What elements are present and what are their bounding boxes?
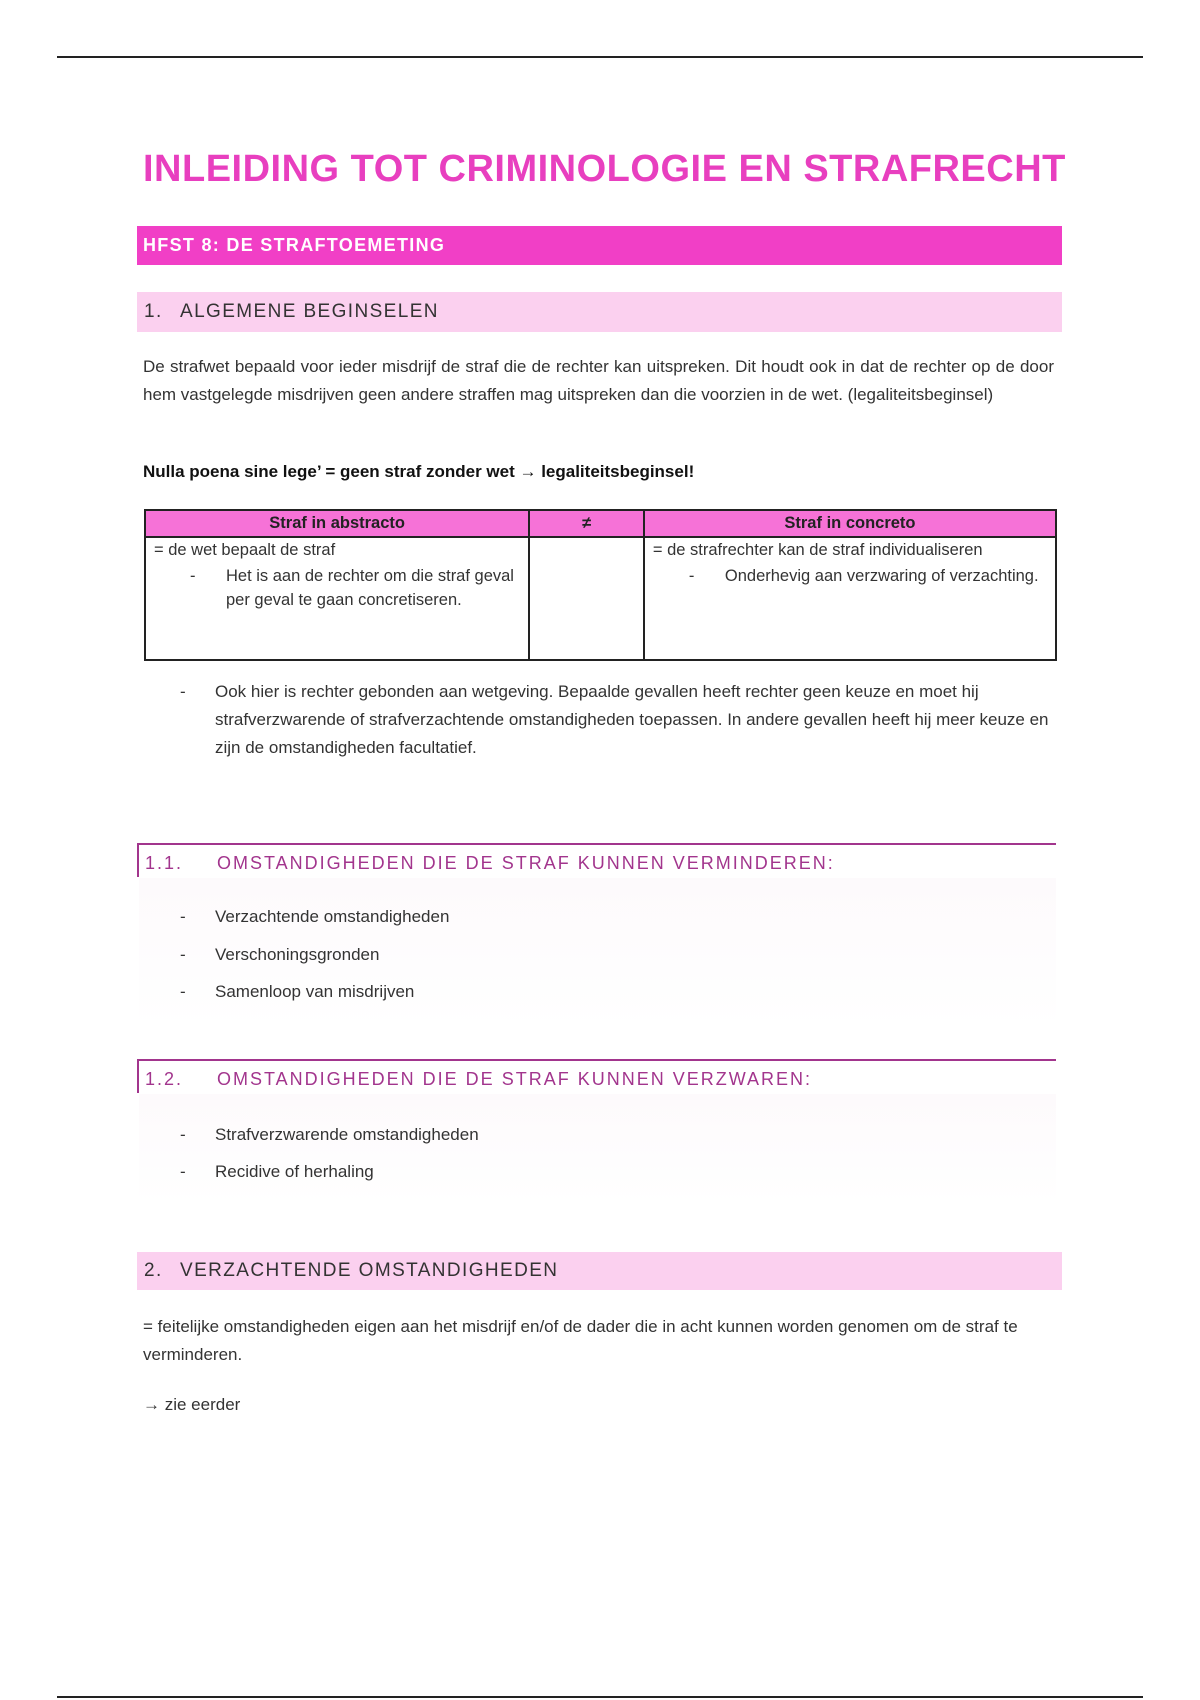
cell-empty — [529, 537, 644, 660]
dash-marker: - — [190, 567, 196, 585]
comparison-table — [144, 509, 1057, 661]
aggravate-list — [180, 1117, 1060, 1190]
subsection-title: OMSTANDIGHEDEN DIE DE STRAF KUNNEN VERMINDEREN: — [217, 853, 835, 873]
dash-marker: - — [180, 982, 186, 1001]
list-item — [180, 936, 1060, 974]
section-title: ALGEMENE BEGINSELEN — [180, 301, 439, 322]
table-header-row — [145, 510, 1056, 537]
note-text: Ook hier is rechter gebonden aan wetgeving. Bepaalde gevallen heeft rechter geen keuze en moet hij strafverzwarende of strafverzachtende omstandigheden toepassen. In andere gevallen heeft hij meer keuze en zijn de omstandigheden facultatief. — [215, 682, 1049, 757]
list-item-text: Strafverzwarende omstandigheden — [215, 1125, 479, 1144]
list-item — [180, 973, 1060, 1011]
cell-main-text: = de wet bepaalt de straf — [154, 541, 336, 559]
list-item — [180, 1117, 1060, 1154]
subsection-number: 1.2. — [145, 1069, 184, 1089]
dash-marker: - — [180, 1125, 186, 1144]
subsection-number: 1.1. — [145, 853, 184, 873]
list-item-text: Samenloop van misdrijven — [215, 982, 415, 1001]
dash-marker: - — [180, 907, 186, 926]
header-abstracto: Straf in abstracto — [145, 510, 529, 537]
section-heading-2 — [137, 1252, 1062, 1290]
header-concreto: Straf in concreto — [644, 510, 1056, 537]
dash-marker: - — [180, 682, 186, 701]
dash-marker: - — [180, 1161, 186, 1181]
cell-sub-item — [154, 564, 520, 612]
top-rule — [57, 56, 1143, 58]
list-item — [180, 678, 1060, 762]
dash-marker: - — [688, 567, 695, 585]
chapter-heading: HFST 8: DE STRAFTOEMETING — [137, 226, 1062, 265]
section-number: 2. — [144, 1260, 163, 1281]
definition-paragraph: = feitelijke omstandigheden eigen aan het misdrijf en/of de dader die in acht kunnen worden genomen om de straf te verminderen. — [143, 1317, 1018, 1364]
reference-line: → zie eerder — [143, 1395, 241, 1414]
section-number: 1. — [144, 301, 163, 322]
bottom-rule — [57, 1696, 1143, 1698]
cell-main-text: = de strafrechter kan de straf individualiseren — [652, 541, 983, 559]
document-title: INLEIDING TOT CRIMINOLOGIE EN STRAFRECHT — [143, 148, 1066, 190]
cell-sub-item — [653, 564, 1047, 588]
header-not-equal: ≠ — [529, 510, 644, 537]
reduce-list — [180, 898, 1060, 1011]
maxim-line: Nulla poena sine lege’ = geen straf zonder wet → legaliteitsbeginsel! — [143, 462, 695, 481]
cell-sub-text: Onderhevig aan verzwaring of verzachting. — [724, 567, 1039, 585]
list-item — [180, 1154, 1060, 1191]
note-list — [180, 678, 1060, 762]
list-item — [180, 898, 1060, 936]
subsection-heading-1-2 — [137, 1059, 1056, 1093]
list-item-text: Verschoningsgronden — [215, 944, 380, 964]
intro-paragraph: De strafwet bepaald voor ieder misdrijf de straf die de rechter kan uitspreken. Dit houdt ook in dat de rechter op de door hem vastgelegde misdrijven geen andere straffen mag uitspreken dan die voorzien in de wet. (legaliteitsbeginsel) — [143, 357, 1054, 404]
section-title: VERZACHTENDE OMSTANDIGHEDEN — [180, 1260, 559, 1281]
table-row — [145, 537, 1056, 660]
section-heading-1 — [137, 292, 1062, 332]
dash-marker: - — [180, 944, 186, 964]
subsection-heading-1-1 — [137, 843, 1056, 877]
subsection-title: OMSTANDIGHEDEN DIE DE STRAF KUNNEN VERZWAREN: — [217, 1069, 813, 1089]
cell-concreto — [644, 537, 1056, 660]
cell-abstracto — [145, 537, 529, 660]
list-item-text: Recidive of herhaling — [215, 1161, 374, 1181]
list-item-text: Verzachtende omstandigheden — [215, 907, 450, 926]
cell-sub-text: Het is aan de rechter om die straf geval per geval te gaan concretiseren. — [226, 567, 514, 609]
